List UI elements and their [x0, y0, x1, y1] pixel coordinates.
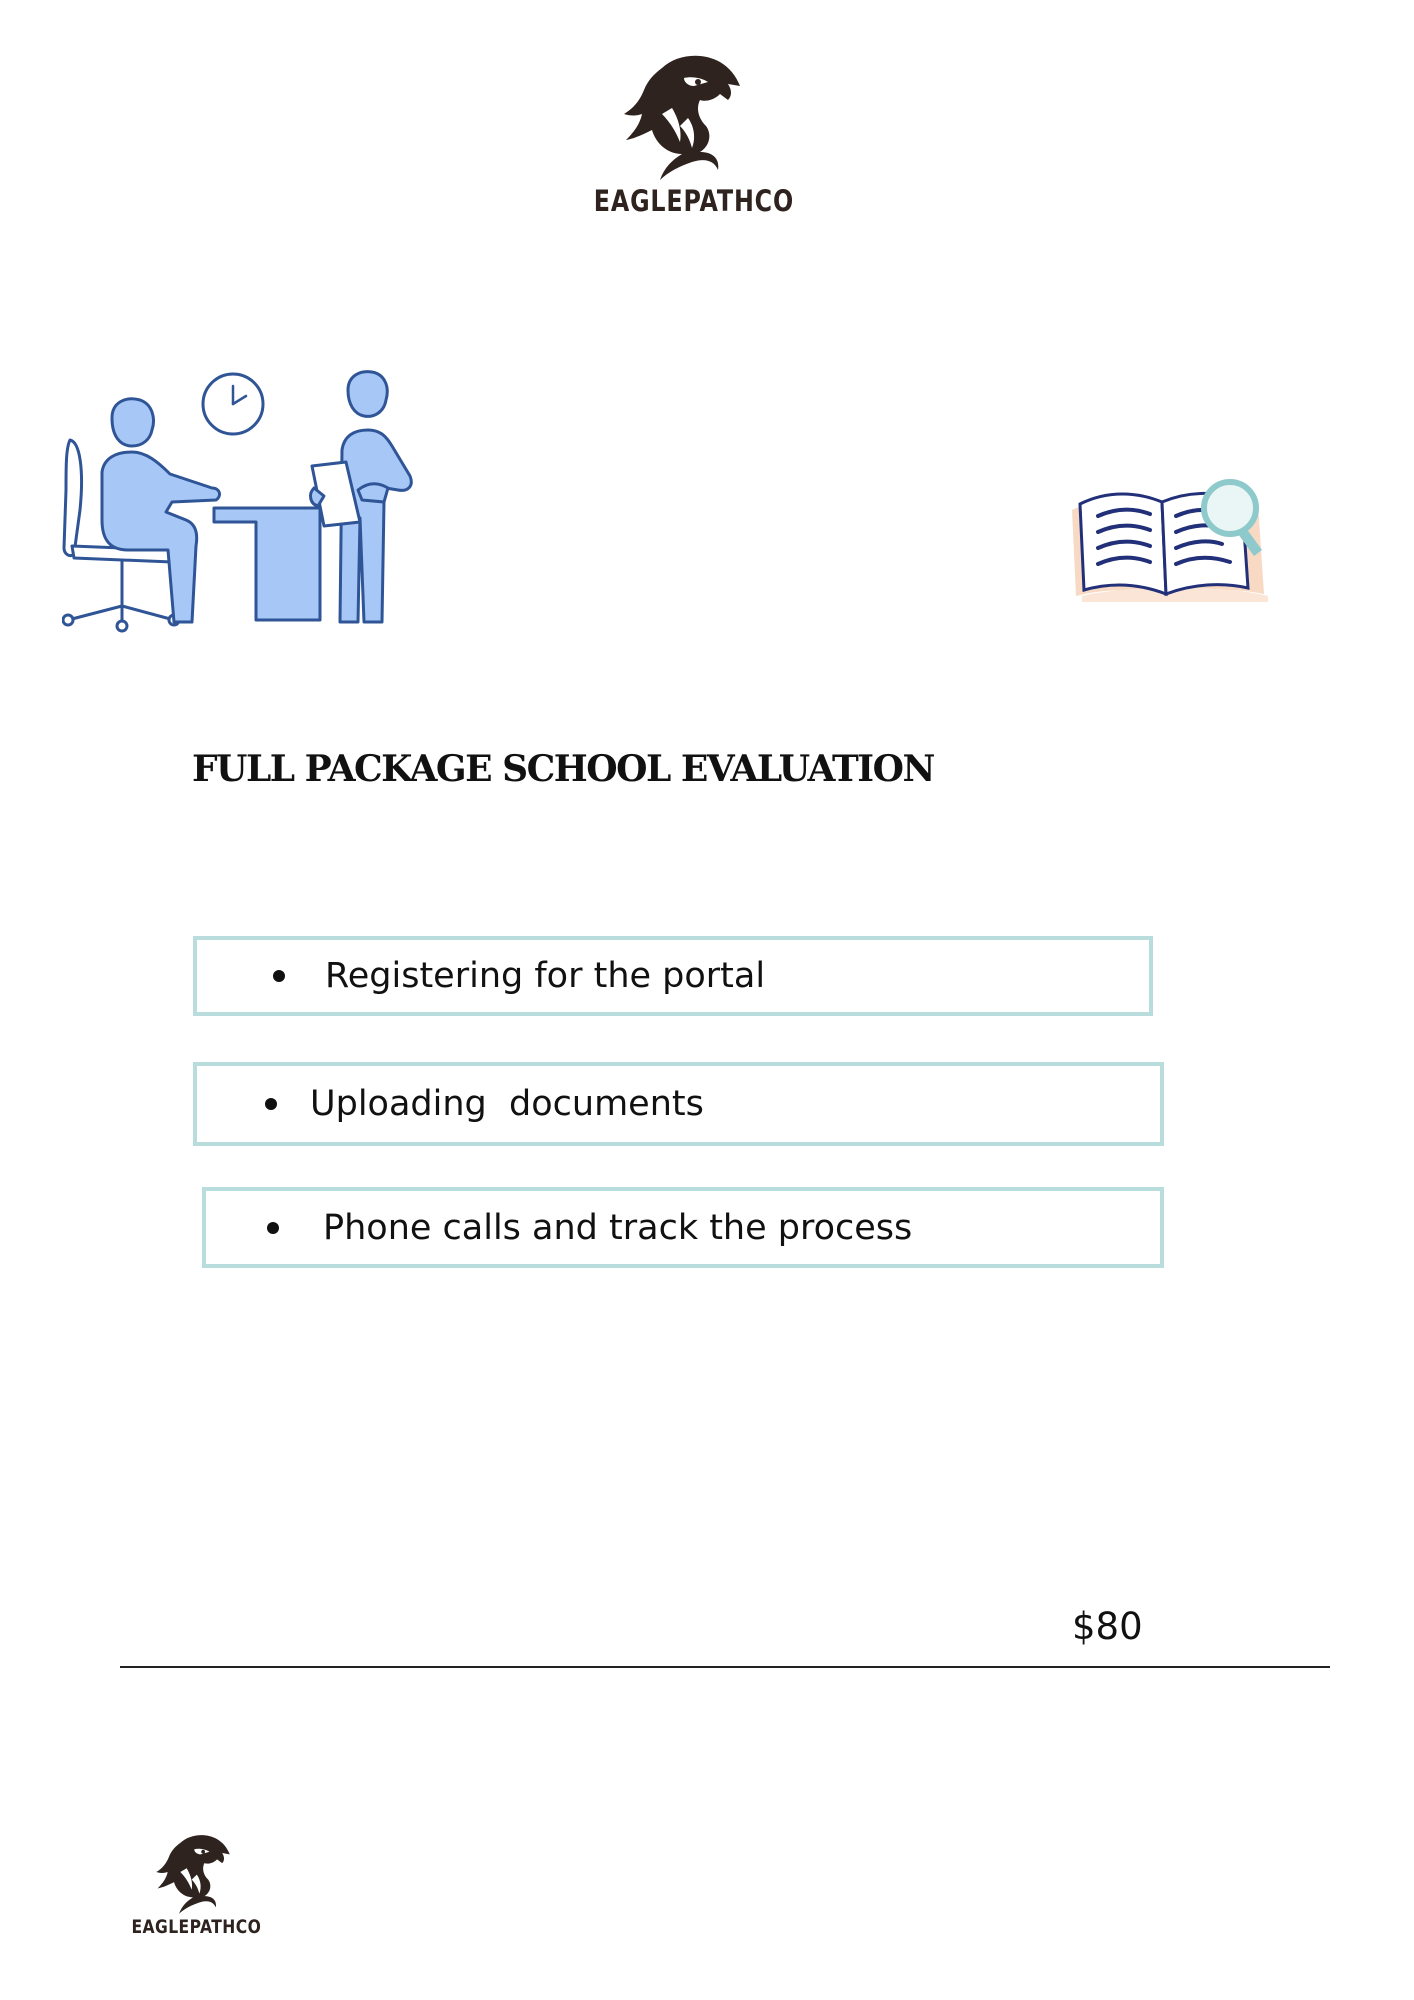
bullet-icon — [267, 1222, 279, 1234]
bullet-icon — [273, 970, 285, 982]
list-item — [193, 936, 1153, 1016]
eagle-logo-icon — [155, 1830, 231, 1916]
divider — [120, 1666, 1330, 1668]
brand-name: EAGLEPATHCO — [593, 184, 794, 218]
bullet-icon — [265, 1098, 277, 1110]
list-item — [193, 1062, 1164, 1146]
page-title: FULL PACKAGE SCHOOL EVALUATION — [192, 748, 934, 790]
price-label: $80 — [1072, 1605, 1143, 1648]
book-magnifier-illustration — [1062, 470, 1276, 606]
list-item — [202, 1187, 1164, 1268]
eagle-logo-icon — [622, 48, 742, 183]
footer-brand-name: EAGLEPATHCO — [131, 1916, 262, 1938]
list-item-label: Phone calls and track the process — [323, 1207, 913, 1248]
office-meeting-illustration — [62, 370, 426, 634]
list-item-label: Uploading documents — [310, 1084, 704, 1124]
list-item-label: Registering for the portal — [325, 956, 766, 996]
